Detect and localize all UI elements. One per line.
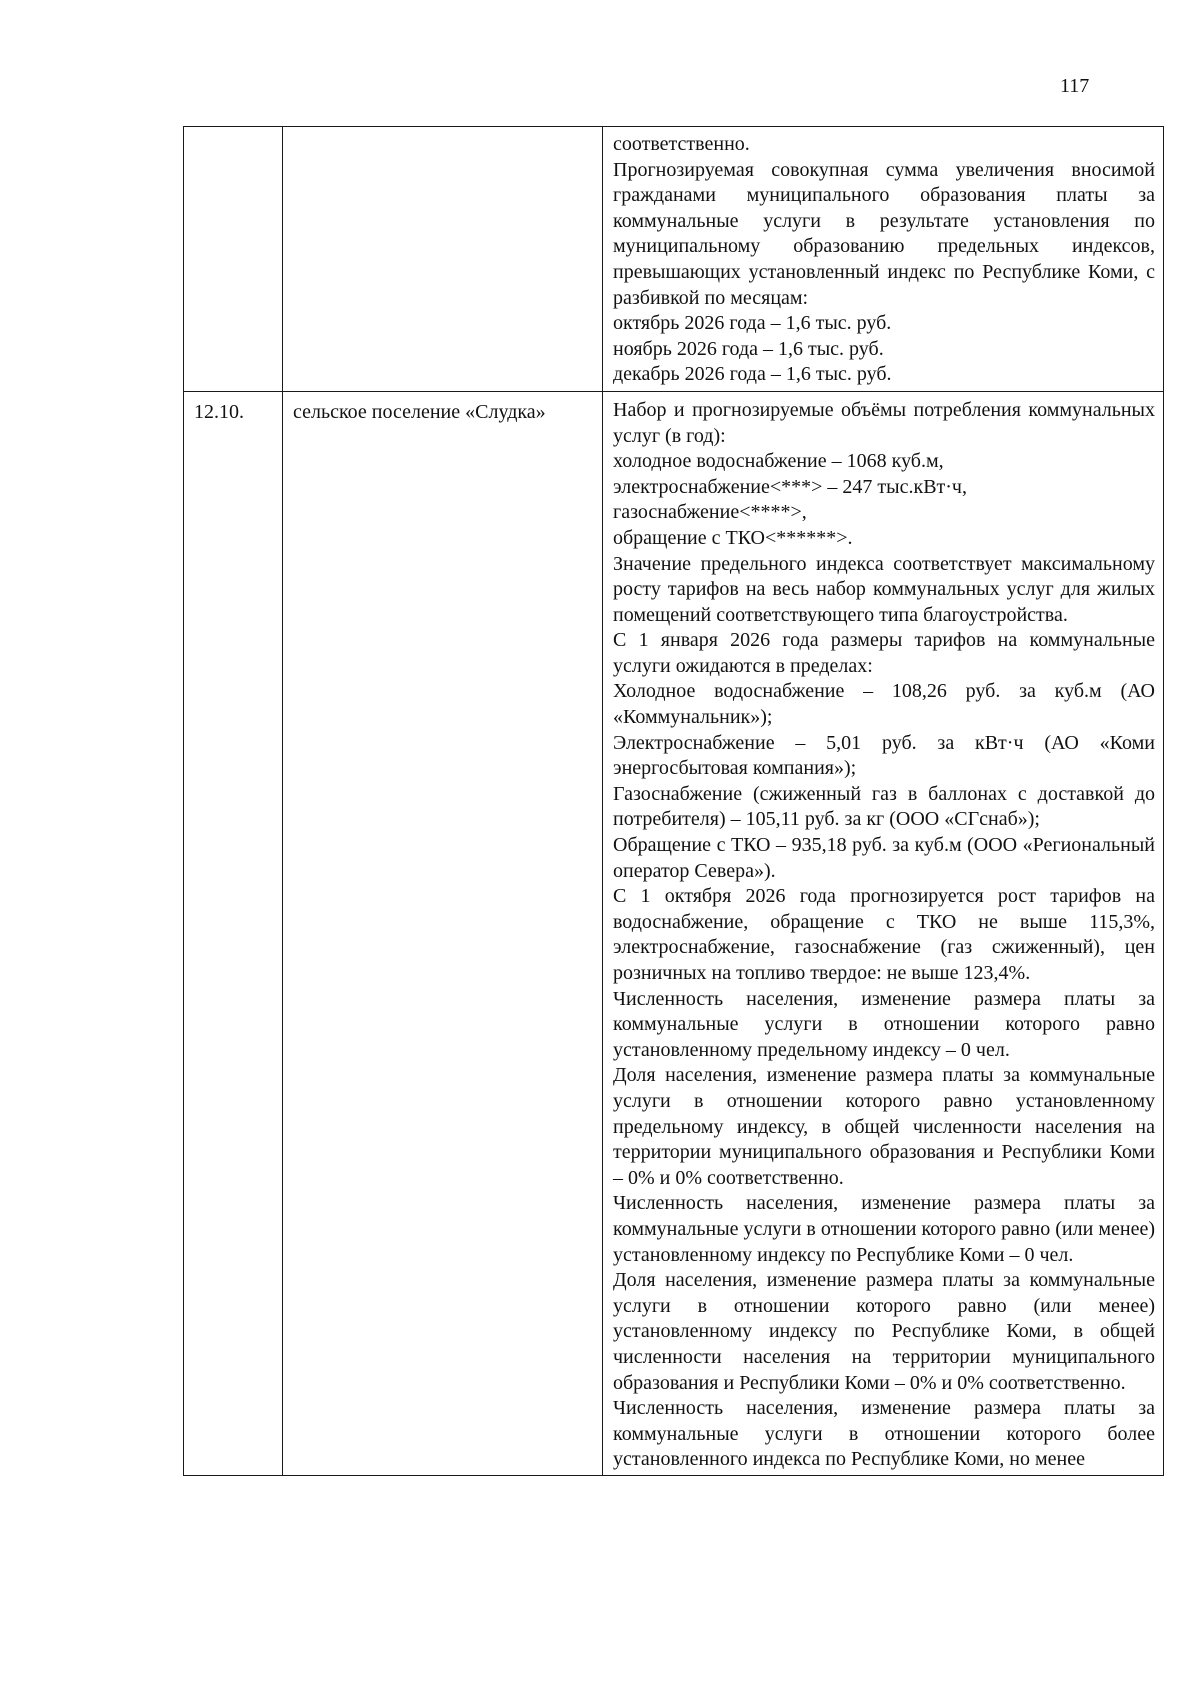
municipality-name-cell: сельское поселение «Слудка» xyxy=(283,391,603,1475)
paragraph: газоснабжение<****>, xyxy=(613,501,807,524)
paragraph: электроснабжение<***> – 247 тыс.кВт·ч, xyxy=(613,475,967,498)
municipality-name-cell xyxy=(283,127,603,392)
table-row xyxy=(184,391,1164,1475)
paragraph: С 1 января 2026 года размеры тарифов на коммунальные услуги ожидаются в пределах: xyxy=(613,629,1155,677)
page-number: 117 xyxy=(1060,75,1090,97)
paragraph: обращение с ТКО<******>. xyxy=(613,526,853,549)
paragraph: Газоснабжение (сжиженный газ в баллонах с доставкой до потребителя) – 105,11 руб. за кг (ООО «СГснаб»); xyxy=(613,782,1155,831)
paragraph: Численность населения, изменение размера платы за коммунальные услуги в отношении которого более установленного индекса по Республике Коми, но менее xyxy=(613,1397,1155,1471)
description-cell xyxy=(603,127,1164,392)
paragraph: декабрь 2026 года – 1,6 тыс. руб. xyxy=(613,363,892,386)
table-row xyxy=(184,127,1164,392)
paragraph: соответственно. xyxy=(613,133,750,155)
paragraph: Численность населения, изменение размера платы за коммунальные услуги в отношении которого равно (или менее) установленному индексу по Республике Коми – 0 чел. xyxy=(613,1192,1155,1266)
paragraph: Доля населения, изменение размера платы за коммунальные услуги в отношении которого равно (или менее) установленному индексу по Республике Коми, в общей численности населения на территории муниципального образования и Республики Коми – 0% и 0% соответственно. xyxy=(613,1269,1155,1394)
paragraph: Значение предельного индекса соответствует максимальному росту тарифов на весь набор коммунальных услуг для жилых помещений соответствующего типа благоустройства. xyxy=(613,552,1155,626)
paragraph: Холодное водоснабжение – 108,26 руб. за куб.м (АО «Коммунальник»); xyxy=(613,680,1155,729)
paragraph: Обращение с ТКО – 935,18 руб. за куб.м (ООО «Региональный оператор Севера»). xyxy=(613,834,1155,882)
paragraph: Численность населения, изменение размера платы за коммунальные услуги в отношении которого равно установленному предельному индексу – 0 чел. xyxy=(613,987,1155,1061)
paragraph: ноябрь 2026 года – 1,6 тыс. руб. xyxy=(613,337,884,360)
paragraph: Доля населения, изменение размера платы за коммунальные услуги в отношении которого равно установленному предельному индексу, в общей численности населения на территории муниципального образования и Республики Коми – 0% и 0% соответственно. xyxy=(613,1064,1155,1189)
paragraph: Прогнозируемая совокупная сумма увеличения вносимой гражданами муниципального образования платы за коммунальные услуги в результате установления по муниципальному образованию предельных индексов, превышающих установленный индекс по Республике Коми, с разбивкой по месяцам: xyxy=(613,158,1155,309)
description-cell xyxy=(603,391,1164,1475)
paragraph: октябрь 2026 года – 1,6 тыс. руб. xyxy=(613,312,892,335)
paragraph: Электроснабжение – 5,01 руб. за кВт·ч (АО «Коми энергосбытовая компания»); xyxy=(613,731,1155,780)
row-number-cell xyxy=(184,127,283,392)
paragraph: холодное водоснабжение – 1068 куб.м, xyxy=(613,450,944,473)
data-table xyxy=(183,126,1164,1476)
paragraph: Набор и прогнозируемые объёмы потребления коммунальных услуг (в год): xyxy=(613,398,1155,447)
row-number-cell: 12.10. xyxy=(184,391,283,1475)
paragraph: С 1 октября 2026 года прогнозируется рост тарифов на водоснабжение, обращение с ТКО не выше 115,3%, электроснабжение, газоснабжение (газ сжиженный), цен розничных на топливо твердое: не выше 123,4%. xyxy=(613,885,1155,984)
